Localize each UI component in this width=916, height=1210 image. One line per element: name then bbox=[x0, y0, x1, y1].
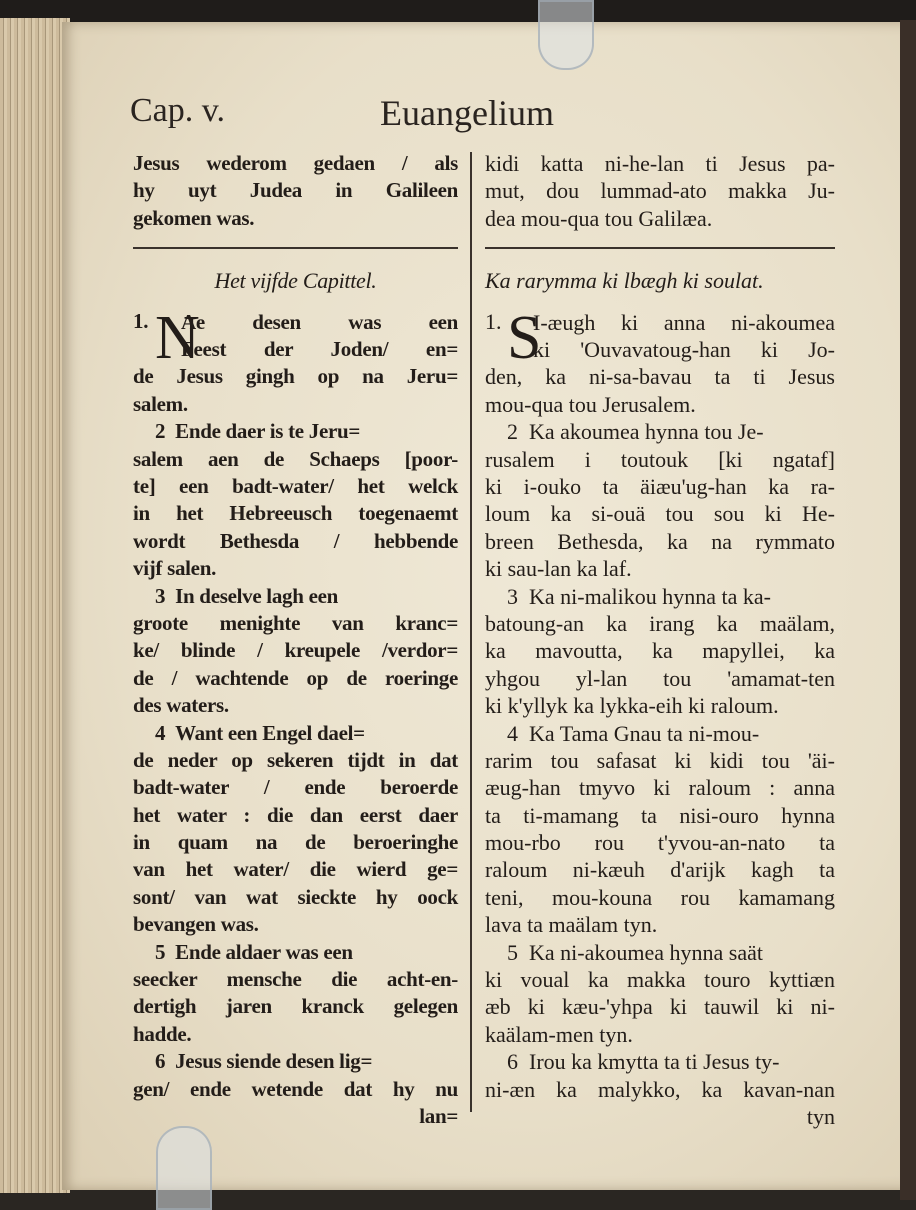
verse-line: I-æugh ki anna ni-akoumea bbox=[533, 309, 835, 335]
verse-line: batoung-an ka irang ka maälam, bbox=[485, 610, 835, 636]
verse-4 bbox=[485, 720, 835, 939]
verse-line: ki k'yllyk ka lykka-eih ki raloum. bbox=[485, 693, 779, 719]
drop-cap-initial: N bbox=[155, 303, 200, 372]
verse-line-text: Want een Engel dael= bbox=[175, 720, 365, 745]
verse-number: 5 bbox=[155, 939, 166, 964]
verse-line-text: Ka akoumea hynna tou Je- bbox=[529, 419, 764, 445]
intro-line: dea mou-qua tou Galilæa. bbox=[485, 205, 713, 231]
verse-line: badt-water / ende beroerde bbox=[133, 775, 458, 800]
intro-line: kidi katta ni-he-lan ti Jesus pa- bbox=[485, 151, 835, 176]
verse-line: seecker mensche die acht-en- bbox=[133, 967, 458, 992]
page-clip-top bbox=[538, 0, 594, 70]
verse-3 bbox=[485, 583, 835, 720]
verse-line: den, ka ni-sa-bavau ta ti Jesus bbox=[485, 364, 835, 390]
verse-line: het water : die dan eerst daer bbox=[133, 802, 458, 827]
verse-line: breen Bethesda, ka na rymmato bbox=[485, 528, 835, 554]
verse-3 bbox=[133, 583, 458, 720]
page-edges bbox=[0, 18, 70, 1193]
chapter-subtitle: Ka rarymma ki lbægh ki soulat. bbox=[485, 267, 764, 293]
verse-line bbox=[485, 583, 835, 610]
verse-2 bbox=[485, 418, 835, 582]
verse-line: æug-han tmyvo ki raloum : anna bbox=[485, 775, 835, 801]
dutch-column bbox=[133, 150, 458, 1130]
verse-line-text: Ka ni-akoumea hynna saät bbox=[529, 939, 763, 965]
verse-line: æb ki kæu-'yhpa ki tauwil ki ni- bbox=[485, 994, 835, 1020]
verse-line bbox=[485, 418, 835, 445]
formosan-column bbox=[485, 150, 835, 1130]
verse-number: 1. bbox=[133, 308, 149, 333]
verse-number: 3 bbox=[507, 583, 518, 609]
intro-line: Jesus wederom gedaen / als bbox=[133, 151, 458, 175]
verse-line-text: In deselve lagh een bbox=[175, 583, 338, 608]
book-cover-edge bbox=[900, 20, 916, 1200]
verse-line: raloum ni-kæuh d'arijk kagh ta bbox=[485, 857, 835, 883]
verse-line: salem. bbox=[133, 391, 188, 416]
running-title: Euangelium bbox=[380, 93, 554, 133]
verse-line bbox=[133, 418, 458, 445]
verse-number: 6 bbox=[507, 1049, 518, 1075]
verse-line: te] een badt-water/ het welck bbox=[133, 474, 458, 499]
verse-line-text: Jesus siende desen lig= bbox=[175, 1049, 373, 1074]
verse-line: salem aen de Schaeps [poor- bbox=[133, 446, 458, 471]
verse-line: bevangen was. bbox=[133, 912, 259, 937]
verse-number: 6 bbox=[155, 1049, 166, 1074]
intro-line: hy uyt Judea in Galileen bbox=[133, 178, 458, 203]
verse-line: Feest der Joden/ en= bbox=[181, 337, 458, 362]
verse-line: wordt Bethesda / hebbende bbox=[133, 528, 458, 553]
verse-line bbox=[133, 583, 458, 610]
verse-line: de Jesus gingh op na Jeru= bbox=[133, 364, 458, 389]
verse-5 bbox=[133, 939, 458, 1049]
intro-line: mut, dou lummad-ato makka Ju- bbox=[485, 178, 835, 204]
verse-line: ki voual ka makka touro kyttiæn bbox=[485, 967, 835, 993]
verse-line: ke/ blinde / kreupele /verdor= bbox=[133, 638, 458, 663]
verse-line: mou-rbo rou t'yvou-an-nato ta bbox=[485, 830, 835, 856]
verse-line: de neder op sekeren tijdt in dat bbox=[133, 747, 458, 772]
verse-line: ni-æn ka malykko, ka kavan-nan bbox=[485, 1076, 835, 1102]
verse-line: in het Hebreeusch toegenaemt bbox=[133, 501, 458, 526]
chapter-label: Cap. v. bbox=[130, 92, 226, 129]
verse-number: 2 bbox=[155, 419, 166, 444]
verse-number: 4 bbox=[155, 720, 166, 745]
book-binding bbox=[0, 0, 916, 22]
verse-line-text: Ende aldaer was een bbox=[175, 939, 353, 964]
verse-1 bbox=[133, 303, 458, 419]
verse-line bbox=[485, 1048, 835, 1075]
verse-1 bbox=[485, 303, 835, 419]
verse-line: Ae desen was een bbox=[181, 309, 458, 334]
verse-line: sont/ van wat sieckte hy oock bbox=[133, 884, 458, 909]
verse-number: 4 bbox=[507, 720, 518, 746]
verse-line: mou-qua tou Jerusalem. bbox=[485, 391, 696, 417]
verse-line: loum ka si-ouä tou sou ki He- bbox=[485, 501, 835, 527]
drop-cap-initial: S bbox=[507, 303, 542, 372]
verse-line-text: Irou ka kmytta ta ti Jesus ty- bbox=[529, 1049, 780, 1075]
verse-line bbox=[133, 1048, 458, 1075]
verse-number: 3 bbox=[155, 583, 166, 608]
verse-line: teni, mou-kouna rou kamamang bbox=[485, 884, 835, 910]
verse-number: 5 bbox=[507, 939, 518, 965]
verse-line bbox=[133, 939, 458, 966]
verse-line: des waters. bbox=[133, 693, 229, 718]
verse-line: hadde. bbox=[133, 1021, 192, 1046]
verse-number: 2 bbox=[507, 419, 518, 445]
verse-line: ki 'Ouvavatoug-han ki Jo- bbox=[533, 337, 835, 363]
verse-line: lan= bbox=[419, 1104, 458, 1128]
verse-line: yhgou yl-lan tou 'amamat-ten bbox=[485, 665, 835, 691]
verse-line: ki sau-lan ka laf. bbox=[485, 556, 632, 582]
verse-line: ki i-ouko ta äiæu'ug-han ka ra- bbox=[485, 474, 835, 500]
intro-line: gekomen was. bbox=[133, 205, 255, 230]
verse-line: de / wachtende op de roeringe bbox=[133, 665, 458, 690]
verse-line: van het water/ die wierd ge= bbox=[133, 857, 458, 882]
chapter-subtitle: Het vijfde Capittel. bbox=[214, 267, 377, 293]
verse-5 bbox=[485, 939, 835, 1049]
verse-line: vijf salen. bbox=[133, 556, 217, 581]
verse-line-text: Ka ni-malikou hynna ta ka- bbox=[529, 583, 771, 609]
verse-line-text: Ka Tama Gnau ta ni-mou- bbox=[529, 720, 760, 746]
verse-number: 1. bbox=[485, 308, 502, 334]
verse-line: kaälam-men tyn. bbox=[485, 1021, 633, 1047]
verse-line bbox=[485, 720, 835, 747]
verse-line: lava ta maälam tyn. bbox=[485, 912, 658, 938]
verse-6 bbox=[133, 1048, 458, 1130]
verse-line bbox=[133, 720, 458, 747]
verse-line: ka mavoutta, ka mapyllei, ka bbox=[485, 638, 835, 664]
page-clip-bottom bbox=[156, 1126, 212, 1210]
verse-line: in quam na de beroeringhe bbox=[133, 830, 458, 855]
verse-line bbox=[485, 939, 835, 966]
verse-6 bbox=[485, 1048, 835, 1130]
verse-line: gen/ ende wetende dat hy nu bbox=[133, 1076, 458, 1101]
verse-line: tyn bbox=[806, 1104, 835, 1129]
verse-line: ta ti-mamang ta nisi-ouro hynna bbox=[485, 802, 835, 828]
verse-line: dertigh jaren kranck gelegen bbox=[133, 994, 458, 1019]
verse-line: rarim tou safasat ki kidi tou 'äi- bbox=[485, 747, 835, 773]
verse-line: groote menighte van kranc= bbox=[133, 610, 458, 635]
verse-line-text: Ende daer is te Jeru= bbox=[175, 419, 361, 444]
column-divider bbox=[470, 152, 472, 1112]
verse-2 bbox=[133, 418, 458, 582]
running-header bbox=[0, 92, 916, 136]
verse-line: rusalem i toutouk [ki ngataf] bbox=[485, 446, 835, 472]
verse-4 bbox=[133, 720, 458, 939]
